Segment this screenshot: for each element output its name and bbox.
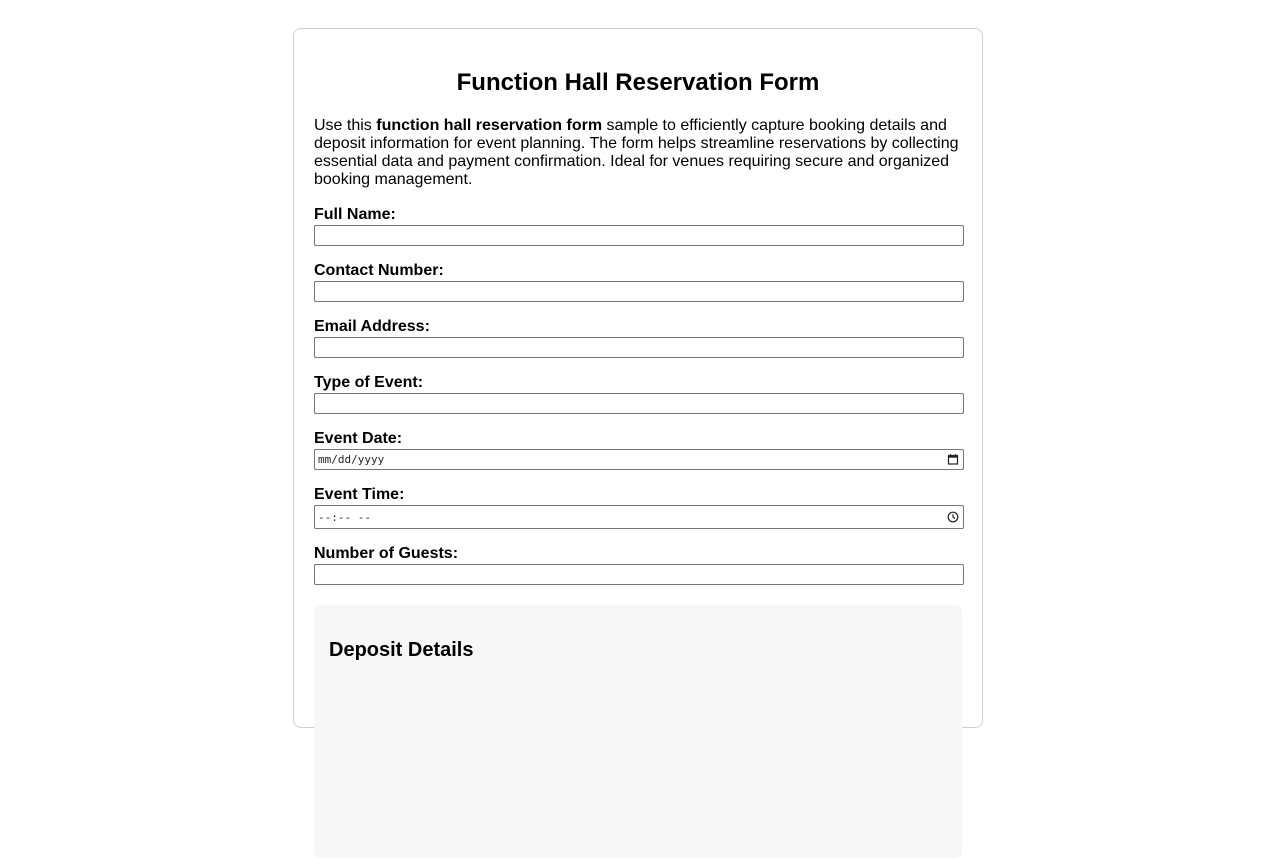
contact-number-label: Contact Number: bbox=[314, 262, 444, 279]
form-description: Use this function hall reservation form sample to efficiently capture booking details and deposit information for event planning. The form helps streamline reservations by collecting essential data and payment confirmation. Ideal for venues requiring secure and organized booking management. bbox=[314, 117, 959, 188]
email-input[interactable] bbox=[314, 337, 964, 358]
reservation-form-card bbox=[293, 28, 983, 728]
contact-number-input[interactable] bbox=[314, 281, 964, 302]
event-type-label: Type of Event: bbox=[314, 374, 424, 391]
calendar-icon[interactable] bbox=[947, 453, 959, 465]
guests-group bbox=[314, 545, 962, 585]
event-time-group bbox=[314, 486, 962, 529]
guests-label: Number of Guests: bbox=[314, 545, 459, 562]
event-type-group bbox=[314, 374, 962, 414]
event-date-input[interactable] bbox=[314, 449, 964, 470]
event-time-label: Event Time: bbox=[314, 486, 405, 503]
page-title: Function Hall Reservation Form bbox=[456, 69, 820, 96]
event-type-input[interactable] bbox=[314, 393, 964, 414]
event-date-label: Event Date: bbox=[314, 430, 403, 447]
event-time-input[interactable] bbox=[314, 505, 964, 529]
event-time-placeholder: --:-- -- bbox=[318, 511, 371, 524]
clock-icon[interactable] bbox=[947, 511, 959, 523]
email-group bbox=[314, 318, 962, 358]
full-name-label: Full Name: bbox=[314, 206, 396, 223]
event-date-placeholder: mm/dd/yyyy bbox=[318, 453, 385, 466]
full-name-input[interactable] bbox=[314, 225, 964, 246]
contact-number-group bbox=[314, 262, 962, 302]
email-label: Email Address: bbox=[314, 318, 430, 335]
guests-input[interactable] bbox=[314, 564, 964, 585]
deposit-details-heading: Deposit Details bbox=[329, 639, 474, 661]
deposit-details-section bbox=[314, 605, 962, 858]
event-date-group bbox=[314, 430, 962, 470]
full-name-group bbox=[314, 206, 962, 246]
